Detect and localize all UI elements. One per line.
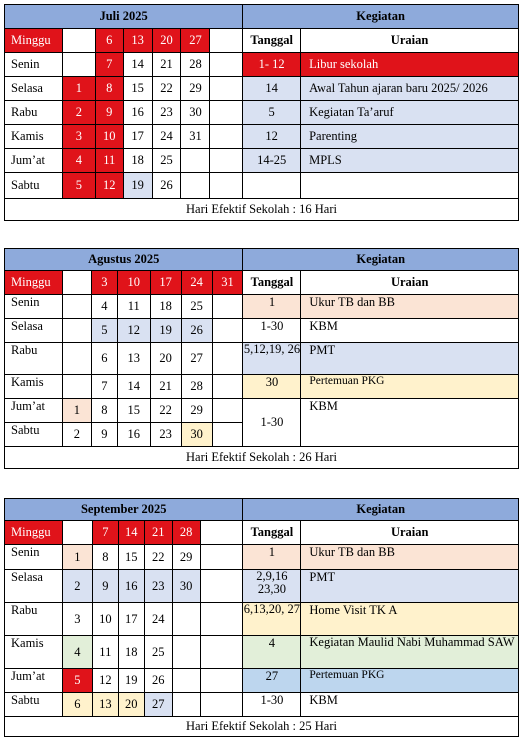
- date-cell: [200, 521, 243, 545]
- date-cell: [210, 149, 243, 173]
- event-uraian: Home Visit TK A: [301, 603, 519, 636]
- day-label-minggu: Minggu: [5, 271, 63, 295]
- august-table: [4, 248, 519, 469]
- date-cell: [172, 603, 200, 636]
- date-cell: 22: [152, 77, 181, 101]
- day-label-minggu: Minggu: [5, 521, 63, 545]
- col-uraian-header: Uraian: [301, 521, 519, 545]
- col-tanggal-header: Tanggal: [243, 29, 301, 53]
- event-uraian: PMT: [301, 343, 519, 375]
- day-label-senin: Senin: [5, 53, 63, 77]
- day-label-jumat: Jum’at: [5, 149, 63, 173]
- date-cell: 27: [144, 693, 172, 717]
- day-label-jumat: Jum’at: [5, 669, 63, 693]
- date-cell: 18: [150, 295, 181, 319]
- date-cell: 8: [91, 399, 117, 423]
- date-cell: 15: [117, 399, 150, 423]
- date-cell: 5: [62, 669, 92, 693]
- event-uraian-empty: [301, 173, 519, 199]
- date-cell: 27: [181, 343, 212, 375]
- date-cell: 14: [123, 53, 152, 77]
- date-cell: 24: [144, 603, 172, 636]
- date-cell: 1: [62, 77, 95, 101]
- date-cell: 11: [117, 295, 150, 319]
- date-cell: 30: [181, 423, 212, 447]
- day-label-sabtu: Sabtu: [5, 693, 63, 717]
- date-cell: [200, 570, 243, 603]
- september-table: [4, 498, 519, 737]
- date-cell: 30: [181, 101, 210, 125]
- date-cell: [212, 375, 243, 399]
- date-cell: 23: [152, 101, 181, 125]
- date-cell: 13: [117, 343, 150, 375]
- date-cell: [200, 693, 243, 717]
- date-cell: 4: [62, 636, 92, 669]
- july-calendar-block: [4, 4, 519, 224]
- date-cell: [210, 29, 243, 53]
- date-cell: 11: [95, 149, 123, 173]
- date-cell: [200, 545, 243, 570]
- date-cell: [62, 343, 91, 375]
- date-cell: [200, 636, 243, 669]
- date-cell: 5: [62, 173, 95, 199]
- event-uraian: Kegiatan Ta’aruf: [301, 101, 519, 125]
- event-tanggal: 14-25: [243, 149, 301, 173]
- day-label-sabtu: Sabtu: [5, 423, 63, 447]
- date-cell: 9: [92, 570, 118, 603]
- date-cell: 13: [92, 693, 118, 717]
- event-uraian: Pertemuan PKG: [301, 669, 519, 693]
- event-uraian: KBM: [301, 319, 519, 343]
- date-cell: [210, 173, 243, 199]
- date-cell: 31: [212, 271, 243, 295]
- august-kegiatan-header: Kegiatan: [243, 249, 519, 271]
- date-cell: 21: [152, 53, 181, 77]
- day-label-rabu: Rabu: [5, 603, 63, 636]
- date-cell: [62, 271, 91, 295]
- event-tanggal: 5,12,19, 26: [243, 343, 301, 375]
- date-cell: 17: [118, 603, 144, 636]
- date-cell: 23: [144, 570, 172, 603]
- date-cell: 4: [91, 295, 117, 319]
- event-tanggal: 27: [243, 669, 301, 693]
- event-tanggal: 2,9,16 23,30: [243, 570, 301, 603]
- event-uraian: Pertemuan PKG: [301, 375, 519, 399]
- july-kegiatan-header: Kegiatan: [243, 5, 519, 29]
- day-label-kamis: Kamis: [5, 375, 63, 399]
- event-tanggal: 30: [243, 375, 301, 399]
- date-cell: [172, 669, 200, 693]
- date-cell: [212, 295, 243, 319]
- col-tanggal-header: Tanggal: [243, 521, 301, 545]
- date-cell: [210, 101, 243, 125]
- date-cell: [62, 29, 95, 53]
- day-label-selasa: Selasa: [5, 77, 63, 101]
- date-cell: 1: [62, 399, 91, 423]
- date-cell: [210, 125, 243, 149]
- date-cell: 25: [181, 295, 212, 319]
- date-cell: 15: [123, 77, 152, 101]
- event-uraian: Ukur TB dan BB: [301, 295, 519, 319]
- event-uraian: PMT: [301, 570, 519, 603]
- event-tanggal: 5: [243, 101, 301, 125]
- date-cell: 28: [172, 521, 200, 545]
- date-cell: 17: [150, 271, 181, 295]
- date-cell: [212, 343, 243, 375]
- date-cell: 7: [92, 521, 118, 545]
- date-cell: 7: [95, 53, 123, 77]
- date-cell: 21: [150, 375, 181, 399]
- date-cell: [172, 693, 200, 717]
- date-cell: 26: [152, 173, 181, 199]
- day-label-minggu: Minggu: [5, 29, 63, 53]
- date-cell: [62, 521, 92, 545]
- date-cell: 8: [92, 545, 118, 570]
- date-cell: 26: [144, 669, 172, 693]
- date-cell: [62, 53, 95, 77]
- event-uraian: Ukur TB dan BB: [301, 545, 519, 570]
- date-cell: 12: [92, 669, 118, 693]
- event-tanggal: 1-30: [243, 399, 301, 447]
- date-cell: 6: [91, 343, 117, 375]
- date-cell: 10: [92, 603, 118, 636]
- date-cell: 9: [91, 423, 117, 447]
- date-cell: 18: [118, 636, 144, 669]
- september-calendar-block: [4, 498, 519, 738]
- date-cell: [62, 295, 91, 319]
- date-cell: 18: [123, 149, 152, 173]
- date-cell: [62, 319, 91, 343]
- date-cell: [62, 375, 91, 399]
- date-cell: 20: [152, 29, 181, 53]
- date-cell: [181, 149, 210, 173]
- day-label-kamis: Kamis: [5, 636, 63, 669]
- date-cell: 13: [123, 29, 152, 53]
- date-cell: 14: [118, 521, 144, 545]
- event-tanggal: 14: [243, 77, 301, 101]
- date-cell: 31: [181, 125, 210, 149]
- event-tanggal: 4: [243, 636, 301, 669]
- day-label-sabtu: Sabtu: [5, 173, 63, 199]
- date-cell: [181, 173, 210, 199]
- date-cell: 3: [62, 125, 95, 149]
- date-cell: 22: [144, 545, 172, 570]
- event-uraian: Kegiatan Maulid Nabi Muhammad SAW: [301, 636, 519, 669]
- date-cell: 20: [150, 343, 181, 375]
- date-cell: 15: [118, 545, 144, 570]
- day-label-rabu: Rabu: [5, 101, 63, 125]
- july-footer: Hari Efektif Sekolah : 16 Hari: [5, 199, 519, 221]
- date-cell: [210, 77, 243, 101]
- date-cell: 29: [181, 77, 210, 101]
- event-tanggal: 6,13,20, 27: [243, 603, 301, 636]
- august-footer: Hari Efektif Sekolah : 26 Hari: [5, 447, 519, 469]
- day-label-senin: Senin: [5, 545, 63, 570]
- day-label-senin: Senin: [5, 295, 63, 319]
- date-cell: 25: [152, 149, 181, 173]
- col-tanggal-header: Tanggal: [243, 271, 301, 295]
- col-uraian-header: Uraian: [301, 29, 519, 53]
- day-label-jumat: Jum’at: [5, 399, 63, 423]
- event-uraian: KBM: [301, 399, 519, 447]
- date-cell: 19: [123, 173, 152, 199]
- date-cell: [212, 319, 243, 343]
- date-cell: 12: [117, 319, 150, 343]
- date-cell: 6: [95, 29, 123, 53]
- event-tanggal-empty: [243, 173, 301, 199]
- date-cell: 2: [62, 101, 95, 125]
- event-uraian: Awal Tahun ajaran baru 2025/ 2026: [301, 77, 519, 101]
- col-uraian-header: Uraian: [301, 271, 519, 295]
- event-tanggal: 1- 12: [243, 53, 301, 77]
- date-cell: [200, 603, 243, 636]
- august-calendar-block: [4, 248, 519, 474]
- date-cell: 8: [95, 77, 123, 101]
- event-tanggal: 1-30: [243, 319, 301, 343]
- event-uraian: Libur sekolah: [301, 53, 519, 77]
- date-cell: [172, 636, 200, 669]
- date-cell: 29: [181, 399, 212, 423]
- date-cell: 17: [123, 125, 152, 149]
- date-cell: 11: [92, 636, 118, 669]
- july-table: [4, 4, 519, 221]
- date-cell: 9: [95, 101, 123, 125]
- date-cell: 23: [150, 423, 181, 447]
- date-cell: 27: [181, 29, 210, 53]
- date-cell: 6: [62, 693, 92, 717]
- date-cell: 24: [152, 125, 181, 149]
- event-tanggal: 12: [243, 125, 301, 149]
- date-cell: 2: [62, 423, 91, 447]
- date-cell: 4: [62, 149, 95, 173]
- day-label-selasa: Selasa: [5, 570, 63, 603]
- date-cell: 5: [91, 319, 117, 343]
- date-cell: 22: [150, 399, 181, 423]
- date-cell: 16: [123, 101, 152, 125]
- date-cell: 19: [150, 319, 181, 343]
- date-cell: 20: [118, 693, 144, 717]
- day-label-kamis: Kamis: [5, 125, 63, 149]
- date-cell: 28: [181, 375, 212, 399]
- september-kegiatan-header: Kegiatan: [243, 499, 519, 521]
- date-cell: 3: [91, 271, 117, 295]
- date-cell: 10: [117, 271, 150, 295]
- date-cell: [200, 669, 243, 693]
- event-uraian: KBM: [301, 693, 519, 717]
- september-month-title: September 2025: [5, 499, 243, 521]
- date-cell: 16: [117, 423, 150, 447]
- event-tanggal: 1: [243, 295, 301, 319]
- date-cell: 14: [117, 375, 150, 399]
- august-month-title: Agustus 2025: [5, 249, 243, 271]
- date-cell: 26: [181, 319, 212, 343]
- date-cell: 28: [181, 53, 210, 77]
- event-uraian: MPLS: [301, 149, 519, 173]
- date-cell: 12: [95, 173, 123, 199]
- date-cell: [212, 423, 243, 447]
- event-tanggal: 1: [243, 545, 301, 570]
- september-footer: Hari Efektif Sekolah : 25 Hari: [5, 717, 519, 737]
- date-cell: 19: [118, 669, 144, 693]
- date-cell: 24: [181, 271, 212, 295]
- date-cell: 21: [144, 521, 172, 545]
- date-cell: 30: [172, 570, 200, 603]
- date-cell: [210, 53, 243, 77]
- date-cell: [212, 399, 243, 423]
- july-month-title: Juli 2025: [5, 5, 243, 29]
- date-cell: 1: [62, 545, 92, 570]
- date-cell: 3: [62, 603, 92, 636]
- event-uraian: Parenting: [301, 125, 519, 149]
- date-cell: 10: [95, 125, 123, 149]
- date-cell: 29: [172, 545, 200, 570]
- date-cell: 7: [91, 375, 117, 399]
- day-label-rabu: Rabu: [5, 343, 63, 375]
- event-tanggal: 1-30: [243, 693, 301, 717]
- date-cell: 16: [118, 570, 144, 603]
- date-cell: 25: [144, 636, 172, 669]
- date-cell: 2: [62, 570, 92, 603]
- day-label-selasa: Selasa: [5, 319, 63, 343]
